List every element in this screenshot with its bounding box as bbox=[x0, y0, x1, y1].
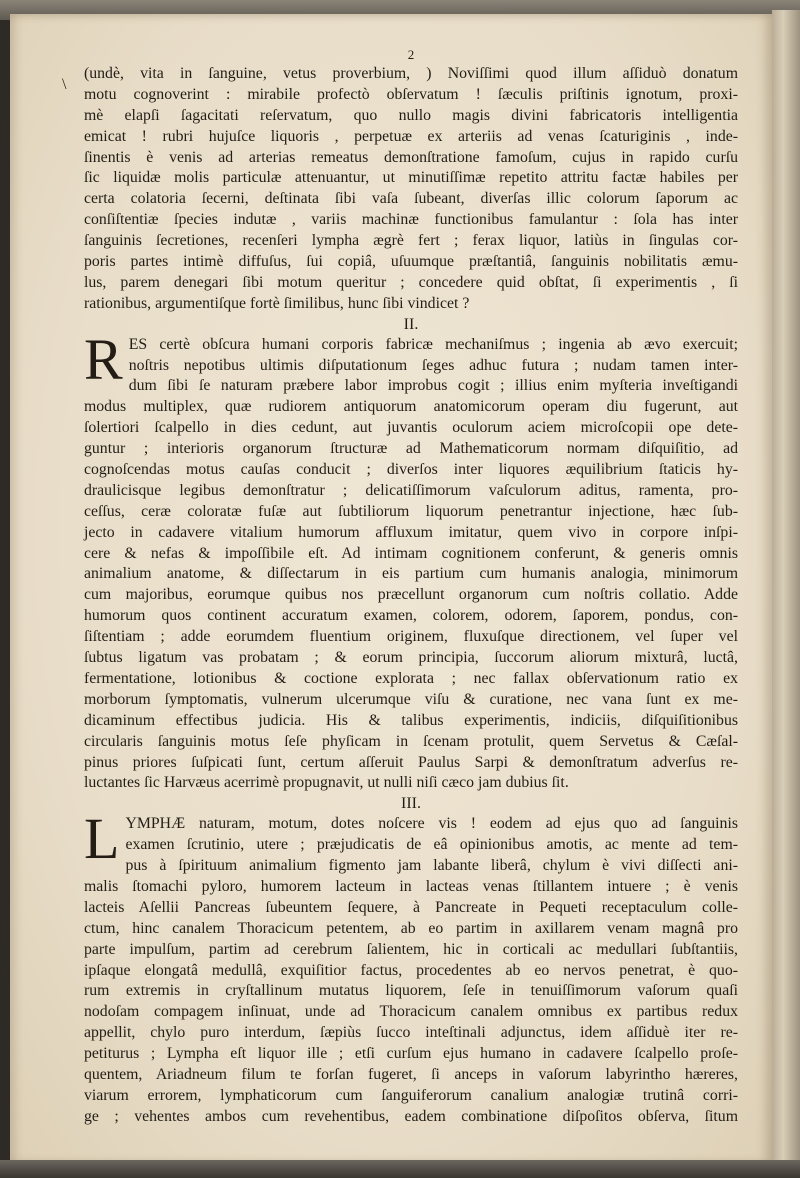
text-line: YMPHÆ naturam, motum, dotes noſcere vis ! eodem ad ejus quo ad ſanguinis bbox=[125, 815, 738, 833]
text-line: cere & nefas & impoſſibile eſt. Ad intimam cognitionem conferunt, & generis omnis bbox=[84, 544, 738, 562]
text-line: cum majoribus, eorumque quibus nos præcellunt organorum cum noſtris collatio. Adde bbox=[84, 586, 738, 604]
text-line: (undè, vita in ſanguine, vetus proverbium, ) Noviſſimi quod illum aſſiduò donatum bbox=[84, 65, 738, 82]
text-line: malis ſtomachi pyloro, humorem lacteum in lacteas venas ſtillantem intuere ; è venis bbox=[84, 877, 738, 895]
text-line: ſiſtentiam ; adde eorumdem fluentium originem, fluxuſque directionem, vel ſuper vel bbox=[84, 628, 738, 646]
margin-mark: \ bbox=[62, 76, 67, 93]
book-fore-edge bbox=[772, 10, 800, 1170]
text-line: quentem, Ariadneum filum te forſan fugeret, ſi anceps in vaſorum labyrintho hæreres, bbox=[84, 1065, 738, 1083]
text-line: nodoſam compagem inſinuat, unde ad Thoracicum canalem omnibus ex partibus redux bbox=[84, 1003, 738, 1021]
text-line: ſinentis è venis ad arterias remeatus demonſtratione famoſum, cujus in rapido curſu bbox=[84, 148, 738, 166]
text-line: animalium anatome, & diſſectarum in eis partium cum humanis analogia, minimorum bbox=[84, 565, 738, 583]
section-number-3: III. bbox=[401, 795, 421, 813]
text-line: poris partes intimè diffuſus, ſui copiâ, uſuumque præſtantiâ, ſanguinis nobilitatis æmu- bbox=[84, 253, 738, 271]
text-line: motu cognoverint : mirabile profectò obſervatum ! ſæculis priſtinis ignotum, proxi- bbox=[84, 85, 738, 103]
text-line: luctantes ſic Harvæus acerrimè propugnavit, ut nulli niſi cæco jam dubius ſit. bbox=[84, 774, 569, 792]
text-line: conſiſtentiæ ſpecies indutæ , variis machinæ functionibus famulantur : ſola has inter bbox=[84, 211, 738, 229]
text-line: ES certè obſcura humani corporis fabricæ mechaniſmus ; ingenia ab ævo exercuit; bbox=[128, 335, 738, 353]
text-line: ſubtus ligatum vas probatam ; & eorum principia, ſuccorum aliorum mixturâ, luctâ, bbox=[84, 649, 738, 667]
text-line: guntur ; interioris organorum ſtructuræ ad Mathematicorum normam diſquiſitio, ad bbox=[84, 440, 738, 458]
text-line: rationibus, argumentiſque fortè ſimilibus, hunc ſibi vindicet ? bbox=[84, 294, 470, 312]
text-line: ceſſus, ceræ coloratæ fuſæ aut ſubtiliorum liquorum penetrantur injectione, hæc ſub- bbox=[84, 502, 738, 520]
text-line: modus multiplex, quæ rudiorem antiquorum anatomicorum operam diu fugerunt, aut bbox=[84, 398, 738, 416]
text-line: fermentatione, lotionibus & coctione explorata ; nec fallax obſervationum ratio ex bbox=[84, 669, 738, 687]
book-bottom-edge bbox=[0, 1160, 800, 1178]
text-line: ſolertiori ſcalpello in dies cedunt, aut juvantis oculorum aciem microſcopii ope dete- bbox=[84, 419, 738, 437]
drop-cap-r: R bbox=[84, 326, 123, 392]
page-number: 2 bbox=[407, 47, 415, 62]
text-line: ſic liquidæ molis particulæ attenuantur, ut minutiſſimæ repetito attritu factæ habiles per bbox=[84, 169, 738, 187]
drop-cap-l: L bbox=[84, 806, 120, 872]
text-line: lus, parem denegari ſibi motum queritur ; concedere quid obſtat, ſi experimentis , ſi bbox=[84, 273, 738, 291]
text-line: appellit, chylo puro interdum, ſæpiùs ſucco inteſtinali adjunctus, idem aſſiduè iter re- bbox=[84, 1024, 738, 1042]
paragraph-2 bbox=[84, 326, 738, 795]
text-line: ſanguinis ſecretiones, recenſeri lympha ægrè fert ; ferax liquor, latiùs in ſingulas cor- bbox=[84, 232, 738, 250]
text-line: mè elapſi ſagacitati reſervatum, quo nullo magis divini fabricatoris intelligentia bbox=[84, 106, 738, 124]
text-line: viarum errorem, lymphaticorum cum ſanguiferorum canalium analogiæ trutinâ corri- bbox=[84, 1086, 738, 1104]
text-line: noſtris nepotibus ultimis diſputationum ſeges adhuc futura ; nudam tamen inter- bbox=[128, 356, 738, 374]
text-line: petiturus ; Lympha eſt liquor ille ; etſi curſum ejus humano in cadavere ſcalpello proſe- bbox=[84, 1045, 738, 1063]
text-block bbox=[84, 48, 738, 1128]
text-line: lacteis Aſellii Pancreas ſubeuntem ſequere, à Pancreate in Pequeti receptaculum colle- bbox=[84, 898, 738, 916]
paragraph-1 bbox=[84, 64, 738, 315]
text-line: pinus priores ſuſpicati ſunt, certum aſſeruit Paulus Sarpi & demonſtratum adverſus re- bbox=[84, 753, 738, 771]
text-line: humorum quos continent accuratum examen, colorem, odorem, ſaporem, pondus, con- bbox=[84, 607, 738, 625]
text-line: dum ſibi ſe naturam præbere labor improbus cogit ; illius enim myſteria inveſtigandi bbox=[128, 377, 738, 395]
text-line: emicat ! rubri hujuſce liquoris , perpetuæ ex arteriis ad venas ſcaturiginis , inde- bbox=[84, 127, 738, 145]
text-line: examen ſcrutinio, utere ; præjudicatis de eâ opinionibus amotis, ac mente ad tem- bbox=[125, 836, 738, 854]
text-line: draulicisque legibus demonſtratur ; delicatiſſimorum vaſculorum aditus, ramenta, pro- bbox=[84, 481, 738, 499]
text-line: certa colatoria ſecerni, deſtinata ſibi vaſa ſubeant, diverſas illic colorum ſaporum ac bbox=[84, 190, 738, 208]
text-line: parte impulſum, partim ad cerebrum ſalientem, hic in corticali ac medullari ſubſtantiis, bbox=[84, 940, 738, 958]
text-line: cognoſcendas motus cauſas conducit ; diverſos inter liquores æquilibrium ſtaticis hy- bbox=[84, 461, 738, 479]
text-line: ipſaque elongatâ medullâ, exquiſitior factus, procedentes ab eo nervos penetrat, è quo- bbox=[84, 961, 738, 979]
text-line: ge ; vehentes ambos cum revehentibus, eadem combinatione diſpoſitos obſerva, ſitum bbox=[84, 1107, 738, 1125]
text-line: ctum, hinc canalem Thoracicum petentem, ab eo partim in axillarem venam magnâ pro bbox=[84, 919, 738, 937]
text-line: rum extremis in cryſtallinum mutatus liquorem, ſeſe in tenuiſſimorum vaſorum quaſi bbox=[84, 982, 738, 1000]
text-line: circularis ſanguinis motus ſeſe phyſicam in ſcenam protulit, quem Servetus & Cæſal- bbox=[84, 732, 738, 750]
text-line: pus à ſpirituum animalium figmento jam labante liberâ, chylum è vivi diſſecti ani- bbox=[125, 857, 738, 875]
section-number-2: II. bbox=[403, 315, 419, 333]
text-line: morborum ſymptomatis, vulnerum ulcerumque viſu & curatione, nec vana ſunt ex me- bbox=[84, 690, 738, 708]
text-line: dicaminum effectibus judicia. His & talibus experimentis, indiciis, diſquiſitionibus bbox=[84, 711, 738, 729]
text-line: jecto in cadavere vitalium humorum affluxum imitatur, quem vivo in corpore inſpi- bbox=[84, 523, 738, 541]
paragraph-3 bbox=[84, 806, 738, 1127]
